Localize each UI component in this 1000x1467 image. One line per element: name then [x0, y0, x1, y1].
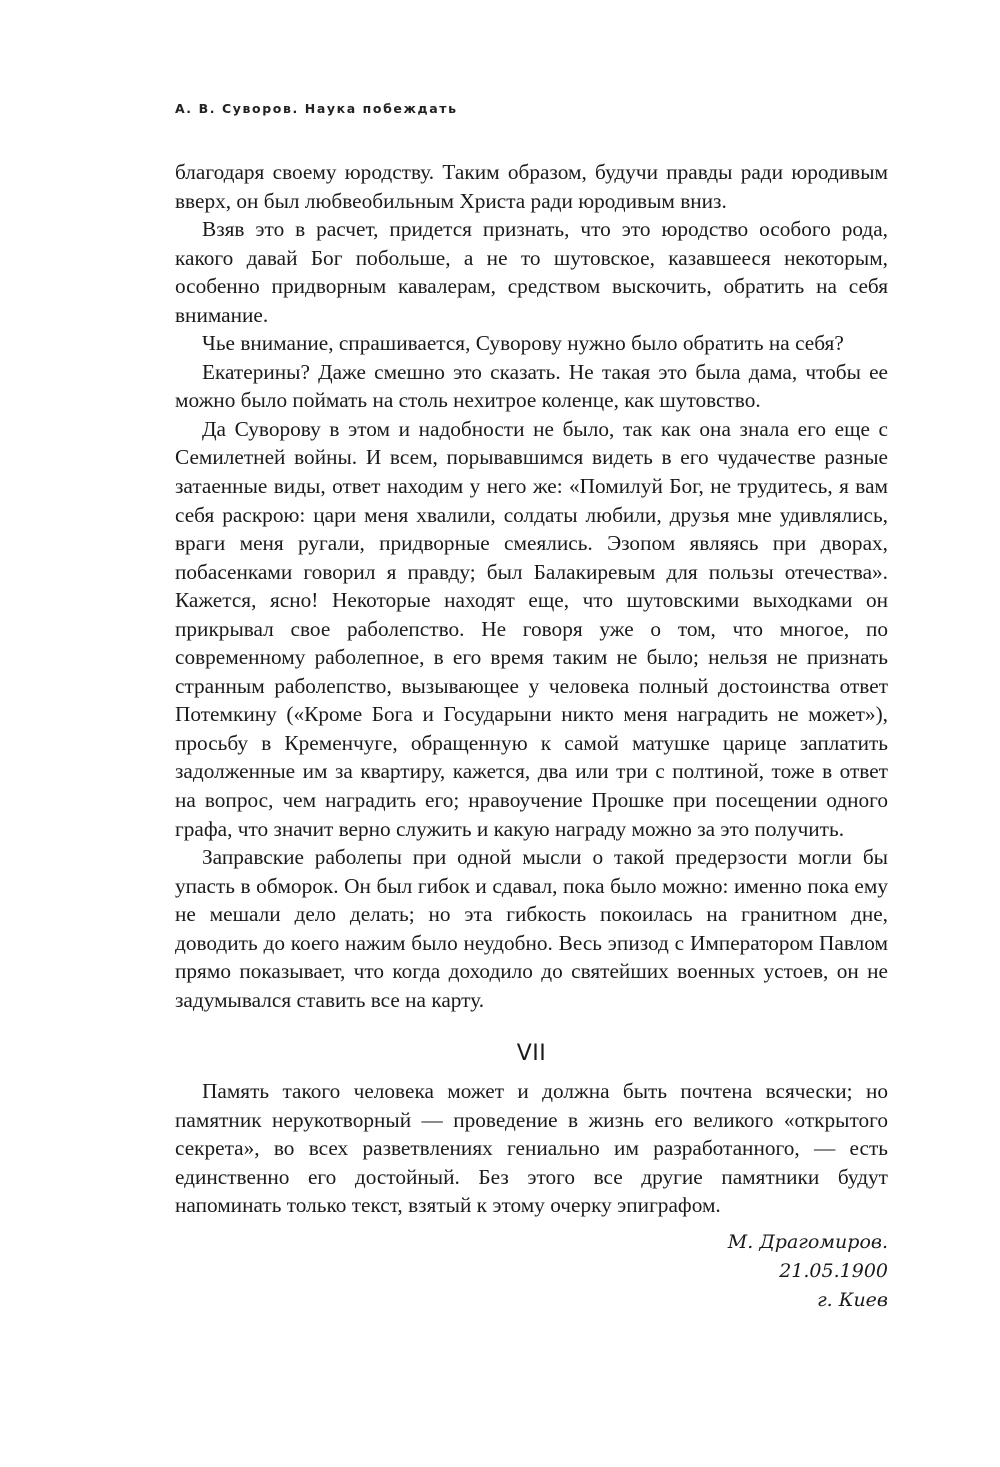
- signature-place: г. Киев: [817, 1289, 888, 1311]
- signature-author: М. Драгомиров.: [727, 1231, 888, 1253]
- section-heading: VII: [516, 1041, 547, 1066]
- paragraph: Заправские раболепы при одной мысли о такой предерзости могли бы упасть в обморок. Он был гибок и сдавал, пока было можно: именно пока ему не мешали дело делать; но эта гибкость покоилась на гранитном дне, доводить до коего нажим было неудобно. Весь эпизод с Императором Павлом прямо показывает, что когда доходило до святейших военных устоев, он не задумывался ставить все на карту.: [175, 845, 888, 1012]
- signature-date: 21.05.1900: [779, 1260, 888, 1282]
- body-text: [175, 158, 888, 1014]
- paragraph: Да Суворову в этом и надобности не было, так как она знала его еще с Семилетней войны. И всем, порывавшимся видеть в его чудачестве разные затаенные виды, ответ находим у него же: «Помилуй Бог, не трудитесь, я вам себя раскрою: цари меня хвалили, солдаты любили, друзья мне удивлялись, враги меня ругали, придворные смеялись. Эзопом являясь при дворах, побасенками говорил я правду; был Балакиревым для пользы отечества». Кажется, ясно! Некоторые находят еще, что шутовскими выходками он прикрывал свое раболепство. Не говоря уже о том, что многое, по современному раболепное, в его время таким не было; нельзя не признать странным раболепство, вызывающее у человека полный достоинства ответ Потемкину («Кроме Бога и Государыни никто меня наградить не может»), просьбу в Кременчуге, обращенную к самой матушке царице заплатить задолженные им за квартиру, кажется, два или три с полтиной, тоже в ответ на вопрос, чем наградить его; нравоучение Прошке при посещении одного графа, что значит верно служить и какую награду можно за это получить.: [175, 416, 888, 841]
- paragraph: Память такого человека может и должна быть почтена всячески; но памятник нерукотворный — проведение в жизнь его великого «открытого секрета», во всех разветвлениях гениально им разработанного, — есть единственно его достойный. Без этого все другие памятники будут напоминать только текст, взятый к этому очерку эпиграфом.: [175, 1079, 888, 1218]
- paragraph: Екатерины? Даже смешно это сказать. Не такая это была дама, чтобы ее можно было поймать на столь нехитрое коленце, как шутовство.: [175, 359, 888, 413]
- signature-block: [728, 1228, 888, 1315]
- running-header: А. В. Суворов. Наука побеждать: [175, 101, 458, 116]
- paragraph: Чье внимание, спрашивается, Суворову нужно было обратить на себя?: [202, 331, 844, 356]
- paragraph: Взяв это в расчет, придется признать, что это юродство особого рода, какого давай Бог побольше, а не то шутовское, казавшееся некоторым, особенно придворным кавалерам, средством выскочить, обратить на себя внимание.: [175, 217, 888, 327]
- paragraph: благодаря своему юродству. Таким образом, будучи правды ради юродивым вверх, он был любвеобильным Христа ради юродивым вниз.: [175, 160, 888, 213]
- section-text: [175, 1077, 888, 1220]
